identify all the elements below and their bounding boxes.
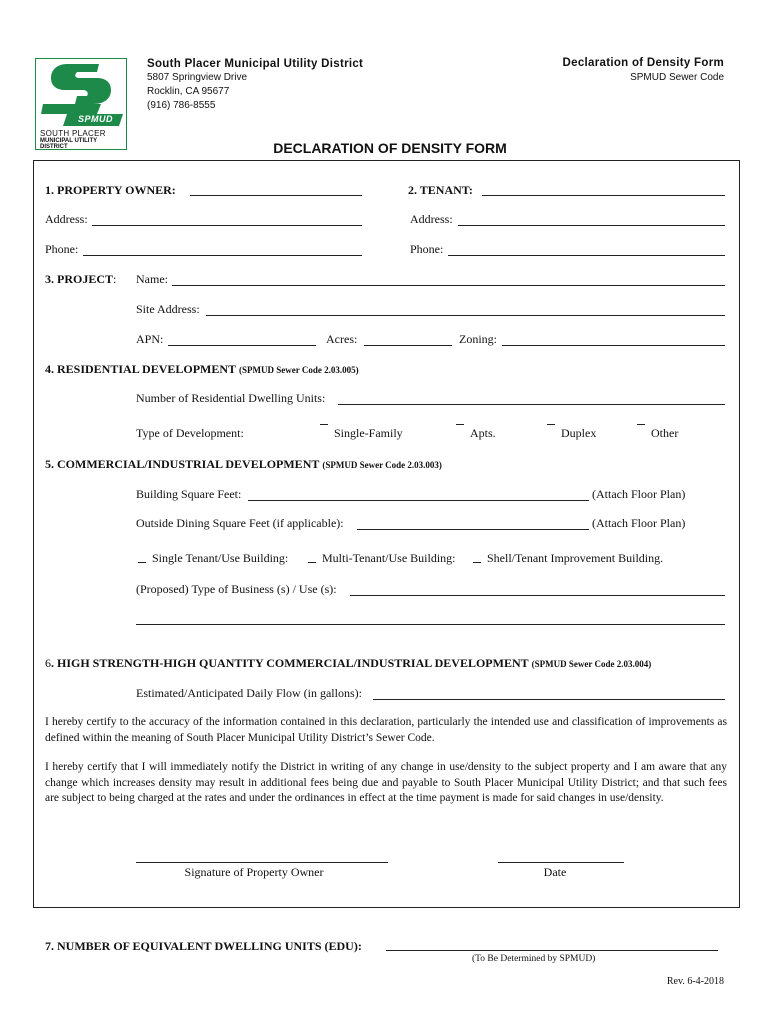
signature-field[interactable] (136, 862, 388, 863)
commercial-label: 5. COMMERCIAL/INDUSTRIAL DEVELOPMENT (45, 457, 320, 471)
daily-flow-field[interactable] (373, 699, 725, 700)
edu-field[interactable] (386, 950, 718, 951)
date-field[interactable] (498, 862, 624, 863)
business-type-label: (Proposed) Type of Business (s) / Use (s): (136, 582, 337, 596)
residential-code: (SPMUD Sewer Code 2.03.005) (239, 365, 359, 375)
dining-sqft-label: Outside Dining Square Feet (if applicable): (136, 516, 344, 530)
single-tenant-checkbox[interactable] (138, 562, 146, 563)
attach-floor-plan-2: (Attach Floor Plan) (592, 516, 686, 530)
date-label: Date (543, 865, 567, 879)
daily-flow-label: Estimated/Anticipated Daily Flow (in gallons): (136, 686, 362, 700)
commercial-heading (45, 457, 442, 472)
multi-tenant-checkbox[interactable] (308, 562, 316, 563)
zoning-field[interactable] (502, 345, 725, 346)
single-family-checkbox[interactable] (320, 424, 328, 425)
org-address-line1: 5807 Springview Drive (147, 72, 248, 83)
tenant-address-label: Address: (410, 212, 453, 226)
project-label: 3. PROJECT (45, 272, 114, 286)
logo-line1: SOUTH PLACER (40, 129, 106, 138)
logo-line2: MUNICIPAL UTILITY DISTRICT (40, 138, 97, 150)
property-owner-label: 1. PROPERTY OWNER: (45, 183, 176, 197)
site-address-label: Site Address: (136, 302, 200, 316)
single-family-label: Single-Family (334, 426, 403, 440)
business-type-field[interactable] (350, 595, 725, 596)
residential-label: 4. RESIDENTIAL DEVELOPMENT (45, 362, 237, 376)
owner-phone-field[interactable] (83, 255, 362, 256)
apts-checkbox[interactable] (456, 424, 464, 425)
tenant-phone-field[interactable] (448, 255, 725, 256)
edu-label: 7. NUMBER OF EQUIVALENT DWELLING UNITS (EDU): (45, 939, 362, 953)
form-name: Declaration of Density Form (562, 57, 724, 69)
certify-paragraph-1: I hereby certify to the accuracy of the information contained in this declaration, particularly the intended use and classification of improvements as defined within the meaning of South Placer Municipal Utility District’s Sewer Code. (45, 716, 727, 744)
other-label: Other (651, 426, 679, 440)
project-name-field[interactable] (172, 285, 725, 286)
org-name: South Placer Municipal Utility District (147, 58, 364, 70)
dwelling-units-field[interactable] (338, 404, 725, 405)
dwelling-units-label: Number of Residential Dwelling Units: (136, 391, 326, 405)
signature-label: Signature of Property Owner (184, 865, 324, 879)
multi-tenant-label: Multi-Tenant/Use Building: (322, 551, 456, 565)
duplex-checkbox[interactable] (547, 424, 555, 425)
high-strength-code: (SPMUD Sewer Code 2.03.004) (531, 659, 652, 669)
acres-field[interactable] (364, 345, 452, 346)
apts-label: Apts. (470, 426, 496, 440)
other-checkbox[interactable] (637, 424, 645, 425)
revision-label: Rev. 6-4-2018 (666, 976, 724, 987)
edu-note: (To Be Determined by SPMUD) (472, 954, 596, 964)
apn-field[interactable] (168, 345, 316, 346)
attach-floor-plan-1: (Attach Floor Plan) (592, 487, 686, 501)
shell-tenant-label: Shell/Tenant Improvement Building. (487, 551, 664, 565)
high-strength-heading (45, 656, 651, 671)
project-name-label: Name: (136, 272, 168, 286)
tenant-address-field[interactable] (458, 225, 725, 226)
spmud-logo (35, 58, 127, 150)
single-tenant-label: Single Tenant/Use Building: (152, 551, 289, 565)
owner-address-field[interactable] (92, 225, 362, 226)
project-colon: : (113, 272, 117, 286)
zoning-label: Zoning: (459, 332, 497, 346)
acres-label: Acres: (326, 332, 358, 346)
apn-label: APN: (136, 332, 164, 346)
tenant-label: 2. TENANT: (408, 183, 473, 197)
code-ref: SPMUD Sewer Code (630, 72, 724, 83)
property-owner-field[interactable] (190, 195, 362, 196)
tenant-phone-label: Phone: (410, 242, 444, 256)
owner-address-label: Address: (45, 212, 88, 226)
dev-type-label: Type of Development: (136, 426, 244, 440)
owner-phone-label: Phone: (45, 242, 79, 256)
building-sqft-field[interactable] (248, 500, 589, 501)
commercial-code: (SPMUD Sewer Code 2.03.003) (322, 460, 442, 470)
certify-paragraph-2: I hereby certify that I will immediately notify the District in writing of any change in use/density to the subject property and I am aware that any change which increases density may result in additional fees being due and payable to South Placer Municipal Utility District; and that such fees are subject to being charged at the rates and under the ordinances in effect at the time payment is made for said changes in use/density. (45, 761, 727, 804)
business-type-field-2[interactable] (136, 624, 725, 625)
page-title: DECLARATION OF DENSITY FORM (273, 140, 507, 156)
org-address-line2: Rocklin, CA 95677 (147, 86, 230, 97)
shell-tenant-checkbox[interactable] (473, 562, 481, 563)
high-strength-number: 6 (45, 656, 51, 670)
building-sqft-label: Building Square Feet: (136, 487, 242, 501)
project-heading (45, 272, 116, 287)
tenant-field[interactable] (482, 195, 725, 196)
residential-heading (45, 362, 359, 377)
logo-spmud-text: SPMUD (78, 114, 114, 124)
org-phone: (916) 786-8555 (147, 100, 216, 111)
site-address-field[interactable] (206, 315, 725, 316)
duplex-label: Duplex (561, 426, 597, 440)
high-strength-label: . HIGH STRENGTH-HIGH QUANTITY COMMERCIAL/INDUSTRIAL DEVELOPMENT (51, 656, 529, 670)
dining-sqft-field[interactable] (357, 529, 589, 530)
